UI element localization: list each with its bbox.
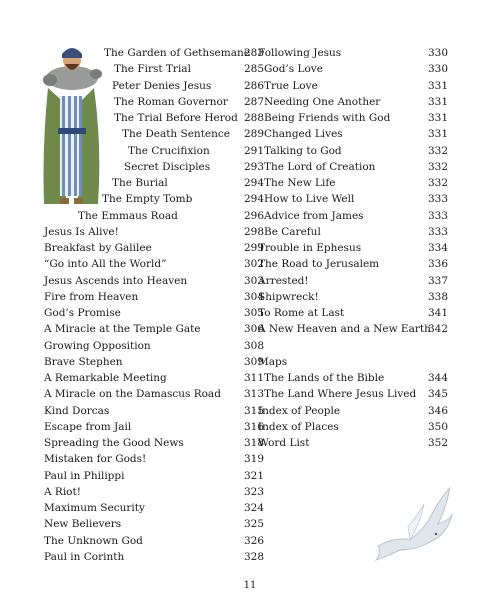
toc-entry-title: Advice from James — [264, 209, 364, 222]
toc-entry[interactable] — [258, 159, 448, 175]
toc-entry-page: 285 — [243, 63, 264, 76]
toc-entry[interactable] — [44, 45, 264, 61]
toc-entry-page: 304 — [243, 290, 264, 303]
toc-entry[interactable] — [44, 61, 264, 77]
toc-entry[interactable] — [44, 451, 264, 467]
toc-entry-title: The Lord of Creation — [264, 160, 376, 173]
toc-entry-page: 294 — [243, 193, 264, 206]
toc-entry[interactable] — [258, 240, 448, 256]
toc-entry[interactable] — [258, 175, 448, 191]
toc-entry[interactable] — [258, 143, 448, 159]
toc-entry[interactable] — [44, 435, 264, 451]
toc-entry[interactable] — [44, 321, 264, 337]
toc-entry-title: A Miracle at the Temple Gate — [44, 323, 201, 336]
toc-entry-page: 309 — [243, 355, 264, 368]
toc-entry[interactable] — [258, 208, 448, 224]
toc-entry-page: 306 — [243, 323, 264, 336]
toc-entry-title: Peter Denies Jesus — [112, 79, 212, 92]
toc-entry-page: 330 — [427, 47, 448, 59]
toc-entry[interactable] — [44, 516, 264, 532]
toc-entry[interactable] — [44, 240, 264, 256]
toc-entry-page: 331 — [427, 112, 448, 124]
toc-entry[interactable] — [44, 500, 264, 516]
toc-entry-page: 326 — [243, 534, 264, 547]
toc-entry[interactable] — [258, 435, 448, 451]
toc-entry[interactable] — [44, 78, 264, 94]
toc-entry-title: Spreading the Good News — [44, 437, 184, 449]
toc-entry-page: 333 — [427, 209, 448, 222]
toc-entry-title: Trouble in Ephesus — [258, 242, 362, 254]
toc-entry-title: Escape from Jail — [44, 420, 132, 433]
toc-entry[interactable] — [258, 94, 448, 110]
toc-entry-title: The First Trial — [114, 63, 191, 76]
toc-entry-title: Needing One Another — [264, 95, 381, 108]
toc-entry-title: Paul in Corinth — [44, 550, 125, 563]
toc-entry-title: Fire from Heaven — [44, 290, 139, 303]
page-number: 11 — [243, 580, 257, 591]
toc-entry[interactable] — [258, 370, 448, 386]
toc-entry-page: 308 — [243, 339, 264, 352]
toc-entry-page: 289 — [243, 128, 264, 141]
toc-entry-page: 302 — [243, 258, 264, 271]
toc-entry[interactable] — [258, 354, 448, 370]
toc-entry[interactable] — [258, 110, 448, 126]
toc-entry-title: Index of People — [258, 404, 341, 417]
toc-entry-page: 338 — [427, 290, 448, 303]
toc-entry-title: Paul in Philippi — [44, 469, 125, 482]
toc-entry-page: 288 — [243, 112, 264, 124]
toc-entry-title: The Empty Tomb — [102, 193, 193, 206]
toc-entry-title: The Roman Governor — [114, 95, 228, 108]
toc-entry-page: 331 — [427, 128, 448, 141]
toc-entry-title: Jesus Ascends into Heaven — [44, 274, 188, 287]
toc-entry[interactable] — [44, 175, 264, 191]
toc-entry-page: 333 — [427, 193, 448, 206]
toc-entry[interactable] — [258, 386, 448, 402]
toc-entry-title: Growing Opposition — [44, 339, 151, 352]
toc-entry-page: 325 — [243, 518, 264, 531]
toc-entry-page: 303 — [243, 274, 264, 287]
toc-entry-title: The Lands of the Bible — [264, 372, 385, 384]
spacer — [258, 338, 448, 354]
toc-entry-page: 315 — [243, 404, 264, 417]
toc-entry[interactable] — [44, 159, 264, 175]
toc-entry-title: Be Careful — [264, 225, 321, 238]
toc-entry-title: Maximum Security — [44, 502, 145, 514]
toc-entry-page: 332 — [427, 177, 448, 189]
toc-entry[interactable] — [44, 224, 264, 240]
toc-entry-title: Arrested! — [258, 274, 309, 287]
toc-entry[interactable] — [258, 224, 448, 240]
toc-entry[interactable] — [258, 61, 448, 77]
toc-entry-page: 324 — [243, 502, 264, 514]
toc-entry-title: Brave Stephen — [44, 355, 123, 368]
toc-entry-page: 336 — [427, 258, 448, 271]
toc-entry-page: 298 — [243, 225, 264, 238]
toc-entry-page: 346 — [427, 404, 448, 417]
toc-entry-title: God’s Love — [264, 63, 323, 76]
toc-entry-page: 286 — [243, 79, 264, 92]
toc-entry-page: 313 — [243, 388, 264, 401]
toc-entry-title: Kind Dorcas — [44, 404, 110, 417]
toc-entry-page: 342 — [427, 323, 448, 336]
toc-entry[interactable] — [44, 110, 264, 126]
toc-entry-page: 350 — [427, 420, 448, 433]
contents-column-right — [258, 45, 448, 451]
toc-entry-page: 332 — [427, 144, 448, 157]
toc-entry-title: The Unknown God — [44, 534, 143, 547]
toc-entry-title: Index of Places — [258, 420, 339, 433]
toc-entry[interactable] — [44, 126, 264, 142]
toc-entry-title: Secret Disciples — [124, 160, 211, 173]
toc-entry[interactable] — [258, 289, 448, 305]
toc-entry[interactable] — [44, 533, 264, 549]
toc-entry-title: A Remarkable Meeting — [44, 372, 167, 384]
toc-entry[interactable] — [44, 468, 264, 484]
toc-entry[interactable] — [258, 321, 448, 337]
toc-entry-title: Following Jesus — [258, 47, 342, 59]
toc-entry-title: Breakfast by Galilee — [44, 242, 152, 254]
toc-entry-page: 352 — [427, 437, 448, 449]
toc-entry-title: Changed Lives — [264, 128, 343, 141]
toc-entry[interactable] — [44, 273, 264, 289]
toc-entry[interactable] — [44, 191, 264, 207]
toc-entry-page: 344 — [427, 372, 448, 384]
toc-entry-title: Maps — [258, 355, 288, 368]
toc-entry[interactable] — [44, 403, 264, 419]
toc-entry[interactable] — [258, 126, 448, 142]
toc-entry-title: To Rome at Last — [258, 307, 345, 319]
toc-entry-title: Jesus Is Alive! — [44, 225, 119, 238]
toc-entry-title: The Emmaus Road — [78, 209, 178, 222]
toc-entry-page: 299 — [243, 242, 264, 254]
toc-entry-title: True Love — [264, 79, 318, 92]
toc-entry-title: New Believers — [44, 518, 122, 531]
toc-entry-page: 345 — [427, 388, 448, 401]
toc-entry[interactable] — [44, 338, 264, 354]
toc-entry[interactable] — [44, 208, 264, 224]
toc-entry-page: 305 — [243, 307, 264, 319]
toc-entry-title: The Crucifixion — [128, 144, 210, 157]
toc-entry-page: 331 — [427, 95, 448, 108]
toc-entry-title: The Burial — [112, 177, 168, 189]
toc-entry-page: 293 — [243, 160, 264, 173]
toc-entry-page: 283 — [243, 47, 264, 59]
toc-entry-page: 331 — [427, 79, 448, 92]
toc-entry-title: The New Life — [264, 177, 336, 189]
toc-entry-page: 316 — [243, 420, 264, 433]
toc-entry[interactable] — [258, 419, 448, 435]
toc-entry-page: 337 — [427, 274, 448, 287]
toc-entry-page: 334 — [427, 242, 448, 254]
toc-entry[interactable] — [44, 143, 264, 159]
toc-entry-title: A Riot! — [44, 485, 81, 498]
toc-entry-page: 296 — [243, 209, 264, 222]
toc-entry[interactable] — [258, 305, 448, 321]
dove-illustration-icon — [372, 484, 454, 564]
toc-entry-page: 294 — [243, 177, 264, 189]
toc-entry-page: 328 — [243, 550, 264, 563]
toc-entry-title: The Death Sentence — [122, 128, 230, 141]
contents-column-left — [44, 45, 264, 565]
toc-entry-page: 291 — [243, 144, 264, 157]
toc-entry[interactable] — [44, 419, 264, 435]
toc-entry[interactable] — [258, 256, 448, 272]
toc-entry-title: The Land Where Jesus Lived — [264, 388, 417, 401]
toc-entry[interactable] — [44, 354, 264, 370]
toc-entry-title: The Garden of Gethsemane — [104, 47, 250, 59]
toc-entry[interactable] — [258, 403, 448, 419]
toc-entry-title: A New Heaven and a New Earth — [258, 323, 431, 336]
toc-entry[interactable] — [44, 549, 264, 565]
toc-entry[interactable] — [44, 256, 264, 272]
toc-entry-page: 319 — [243, 453, 264, 466]
toc-entry-page: 318 — [243, 437, 264, 449]
toc-entry[interactable] — [44, 484, 264, 500]
toc-entry-page: 332 — [427, 160, 448, 173]
toc-entry-title: Mistaken for Gods! — [44, 453, 147, 466]
toc-entry-title: How to Live Well — [264, 193, 355, 206]
toc-entry-page: 330 — [427, 63, 448, 76]
toc-entry[interactable] — [44, 305, 264, 321]
toc-entry[interactable] — [258, 78, 448, 94]
toc-entry-page: 323 — [243, 485, 264, 498]
toc-entry[interactable] — [258, 45, 448, 61]
toc-entry[interactable] — [44, 370, 264, 386]
toc-entry-page: 321 — [243, 469, 264, 482]
toc-entry-title: God’s Promise — [44, 307, 121, 319]
toc-entry-title: Being Friends with God — [264, 112, 391, 124]
toc-entry[interactable] — [44, 94, 264, 110]
toc-entry-title: The Trial Before Herod — [114, 112, 238, 124]
toc-entry[interactable] — [258, 273, 448, 289]
toc-entry-page: 311 — [243, 372, 264, 384]
toc-entry-page: 341 — [427, 307, 448, 319]
toc-entry-title: Shipwreck! — [258, 290, 319, 303]
toc-entry-title: The Road to Jerusalem — [258, 258, 380, 271]
toc-entry-title: Talking to God — [264, 144, 342, 157]
toc-entry-title: A Miracle on the Damascus Road — [44, 388, 221, 401]
toc-entry[interactable] — [44, 289, 264, 305]
toc-entry-page: 333 — [427, 225, 448, 238]
toc-entry[interactable] — [44, 386, 264, 402]
toc-entry-title: Word List — [258, 437, 310, 449]
toc-entry[interactable] — [258, 191, 448, 207]
toc-entry-title: “Go into All the World” — [44, 258, 167, 271]
toc-entry-page: 287 — [243, 95, 264, 108]
